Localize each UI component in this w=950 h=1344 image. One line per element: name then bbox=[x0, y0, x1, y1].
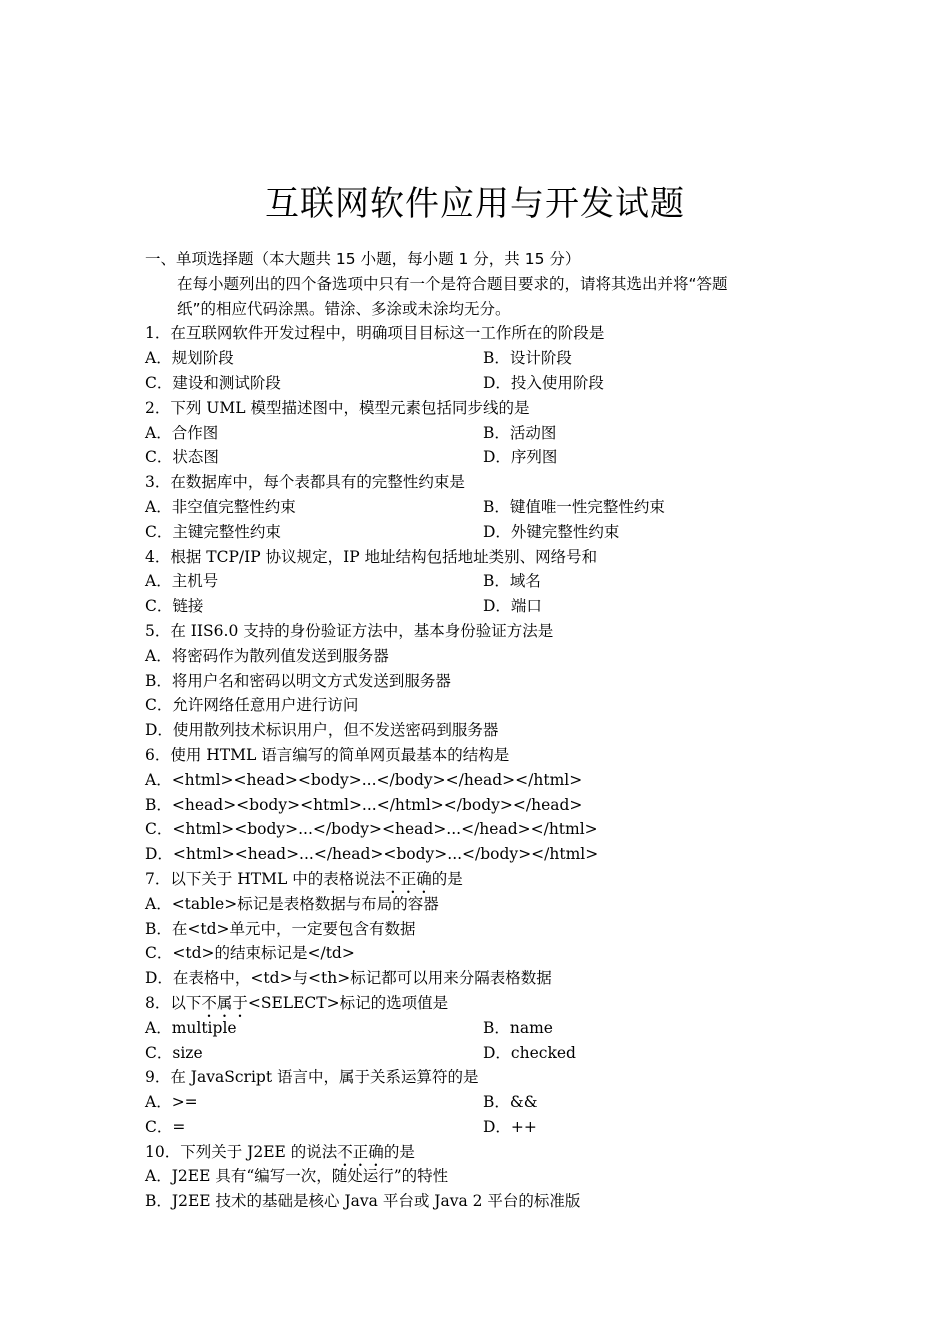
option-a: A．非空值完整性约束 bbox=[145, 497, 296, 516]
option-d: D．端口 bbox=[483, 597, 542, 616]
option-d: D．外键完整性约束 bbox=[483, 522, 620, 541]
option-row bbox=[145, 1115, 825, 1140]
question-stem bbox=[145, 1140, 825, 1165]
option-b: B．<head><body><html>...</html></body></head> bbox=[145, 795, 583, 814]
option-row bbox=[145, 1090, 825, 1115]
question-stem: 9．在 JavaScript 语言中，属于关系运算符的是 bbox=[145, 1068, 479, 1087]
option-c: C．主键完整性约束 bbox=[145, 522, 281, 541]
exam-content bbox=[145, 247, 825, 1214]
option-row bbox=[145, 594, 825, 619]
option-a: A．multiple bbox=[145, 1018, 237, 1037]
question-stem bbox=[145, 991, 825, 1016]
option-a: A．<table>标记是表格数据与布局的容器 bbox=[145, 894, 439, 913]
option-b: B．name bbox=[483, 1018, 553, 1037]
option-c: C．建设和测试阶段 bbox=[145, 373, 281, 392]
option-a: A．规划阶段 bbox=[145, 349, 234, 368]
option-row bbox=[145, 495, 825, 520]
option-d: D．checked bbox=[483, 1043, 576, 1062]
option-c: C．允许网络任意用户进行访问 bbox=[145, 696, 359, 715]
option-c: C．= bbox=[145, 1117, 186, 1136]
stem-text: 7．以下关于 HTML 中的表格说法 bbox=[145, 869, 386, 888]
stem-text: 8．以下 bbox=[145, 993, 202, 1012]
option-row bbox=[145, 1016, 825, 1041]
question-stem: 3．在数据库中，每个表都具有的完整性约束是 bbox=[145, 473, 465, 492]
option-c: C．<td>的结束标记是</td> bbox=[145, 944, 355, 963]
option-a: A．合作图 bbox=[145, 423, 219, 442]
option-a: A．<html><head><body>...</body></head></html> bbox=[145, 770, 583, 789]
option-b: B．在<td>单元中，一定要包含有数据 bbox=[145, 919, 416, 938]
emphasized-text: 不正确 bbox=[385, 869, 432, 888]
option-d: D．<html><head>...</head><body>...</body></html> bbox=[145, 845, 599, 864]
question-stem: 1．在互联网软件开发过程中，明确项目目标这一工作所在的阶段是 bbox=[145, 324, 605, 343]
option-b: B．域名 bbox=[483, 572, 541, 591]
option-row bbox=[145, 520, 825, 545]
option-row bbox=[145, 371, 825, 396]
option-c: C．链接 bbox=[145, 597, 204, 616]
option-row bbox=[145, 445, 825, 470]
option-a: A．主机号 bbox=[145, 572, 219, 591]
option-a: A．将密码作为散列值发送到服务器 bbox=[145, 646, 389, 665]
option-row bbox=[145, 346, 825, 371]
option-c: C．<html><body>...</body><head>...</head></html> bbox=[145, 820, 598, 839]
instruction-line: 在每小题列出的四个备选项中只有一个是符合题目要求的，请将其选出并将“答题 bbox=[177, 274, 728, 293]
question-stem: 6．使用 HTML 语言编写的简单网页最基本的结构是 bbox=[145, 745, 510, 764]
emphasized-text: 不属于 bbox=[201, 993, 248, 1012]
stem-text: 的是 bbox=[383, 1142, 415, 1161]
option-row bbox=[145, 569, 825, 594]
option-b: B．&& bbox=[483, 1093, 538, 1112]
stem-text: 的是 bbox=[431, 869, 463, 888]
option-b: B．活动图 bbox=[483, 423, 557, 442]
option-b: B．键值唯一性完整性约束 bbox=[483, 497, 665, 516]
option-d: D．使用散列技术标识用户，但不发送密码到服务器 bbox=[145, 721, 499, 740]
option-d: D．++ bbox=[483, 1117, 537, 1136]
stem-text: <SELECT>标记的选项值是 bbox=[247, 993, 449, 1012]
option-d: D．投入使用阶段 bbox=[483, 373, 604, 392]
emphasized-text: 不正确 bbox=[337, 1142, 384, 1161]
option-d: D．序列图 bbox=[483, 448, 558, 467]
page-title: 互联网软件应用与开发试题 bbox=[265, 184, 685, 224]
option-a: A．>= bbox=[145, 1093, 198, 1112]
question-stem: 4．根据 TCP/IP 协议规定，IP 地址结构包括地址类别、网络号和 bbox=[145, 547, 598, 566]
section-heading: 一、单项选择题（本大题共 15 小题，每小题 1 分，共 15 分） bbox=[145, 250, 581, 268]
option-a: A．J2EE 具有“编写一次，随处运行”的特性 bbox=[145, 1167, 449, 1186]
option-b: B．设计阶段 bbox=[483, 349, 572, 368]
instruction-line: 纸”的相应代码涂黑。错涂、多涂或未涂均无分。 bbox=[177, 299, 511, 318]
option-b: B．J2EE 技术的基础是核心 Java 平台或 Java 2 平台的标准版 bbox=[145, 1192, 581, 1211]
option-c: C．状态图 bbox=[145, 448, 219, 467]
question-stem: 5．在 IIS6.0 支持的身份验证方法中，基本身份验证方法是 bbox=[145, 621, 554, 640]
stem-text: 10．下列关于 J2EE 的说法 bbox=[145, 1142, 338, 1161]
question-stem: 2．下列 UML 模型描述图中，模型元素包括同步线的是 bbox=[145, 398, 530, 417]
option-d: D．在表格中，<td>与<th>标记都可以用来分隔表格数据 bbox=[145, 969, 552, 988]
option-c: C．size bbox=[145, 1043, 203, 1062]
option-row bbox=[145, 421, 825, 446]
question-stem bbox=[145, 867, 825, 892]
option-b: B．将用户名和密码以明文方式发送到服务器 bbox=[145, 671, 451, 690]
option-row bbox=[145, 1041, 825, 1066]
